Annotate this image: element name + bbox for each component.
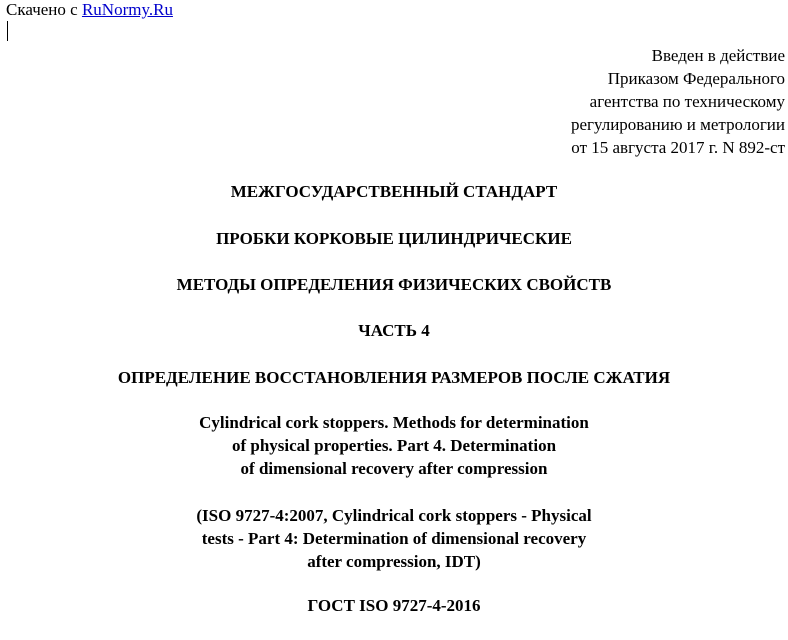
iso-reference-line: after compression, IDT) [307,552,481,571]
standard-title: ПРОБКИ КОРКОВЫЕ ЦИЛИНДРИЧЕСКИЕ [216,229,572,248]
iso-reference [0,504,788,573]
standard-part: ЧАСТЬ 4 [358,321,430,340]
approval-line: Введен в действие [651,46,785,65]
source-prefix: Скачено с [6,0,82,19]
standard-category: МЕЖГОСУДАРСТВЕННЫЙ СТАНДАРТ [230,182,558,201]
iso-reference-line: tests - Part 4: Determination of dimensional recovery [201,529,587,548]
approval-line: Приказом Федерального [607,69,785,88]
source-notice [6,0,173,20]
english-title-line: of physical properties. Part 4. Determination [231,436,557,455]
approval-line: агентства по техническому [589,92,785,111]
standard-part-title: ОПРЕДЕЛЕНИЕ ВОССТАНОВЛЕНИЯ РАЗМЕРОВ ПОСЛЕ СЖАТИЯ [117,368,671,387]
source-link[interactable]: RuNormy.Ru [81,0,173,19]
english-title-line: Cylindrical cork stoppers. Methods for determination [199,413,589,432]
english-title-line: of dimensional recovery after compression [240,459,548,478]
approval-line: от 15 августа 2017 г. N 892-ст [571,138,785,157]
text-cursor [7,21,8,41]
standard-designation: ГОСТ ISO 9727-4-2016 [307,596,481,615]
iso-reference-line: (ISO 9727-4:2007, Cylindrical cork stoppers - Physical [196,506,592,525]
english-title [0,411,788,480]
approval-block [571,44,785,159]
approval-line: регулированию и метрологии [570,115,785,134]
standard-subtitle: МЕТОДЫ ОПРЕДЕЛЕНИЯ ФИЗИЧЕСКИХ СВОЙСТВ [176,275,612,294]
